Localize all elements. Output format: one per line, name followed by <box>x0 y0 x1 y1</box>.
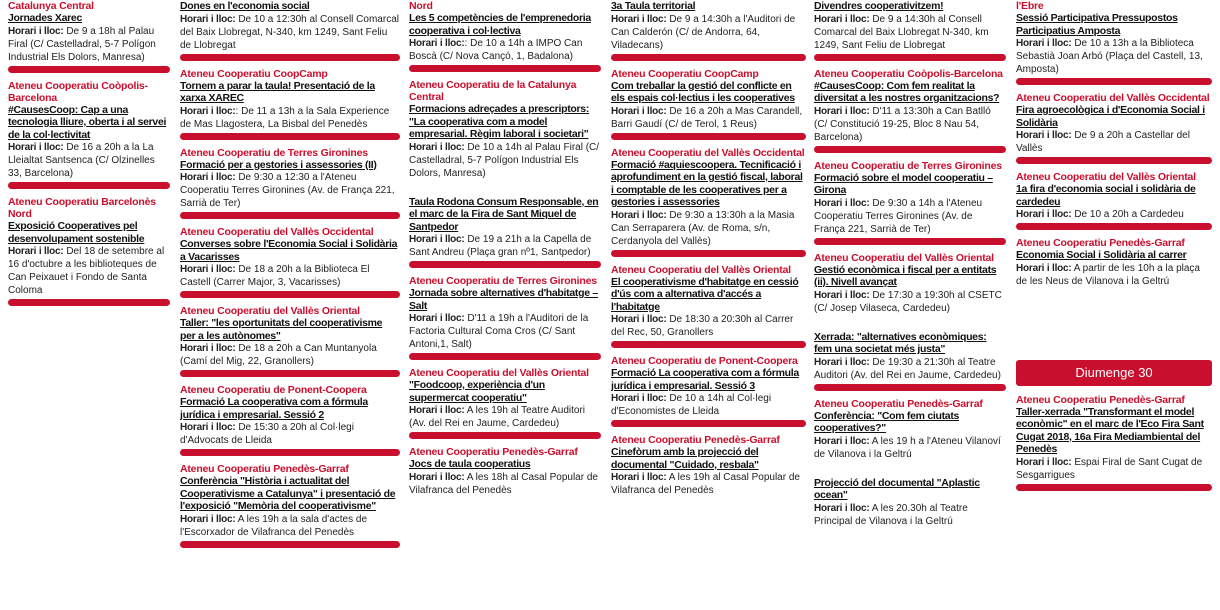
event-info <box>611 392 806 418</box>
event-entry <box>611 264 806 349</box>
event-entry <box>814 0 1006 61</box>
event-info <box>1016 129 1212 155</box>
event-title[interactable]: Fira agroecològica i d'Economia Social i Solidària <box>1016 104 1205 129</box>
event-organizer: Ateneu Cooperatiu Coòpolis-Barcelona <box>8 79 148 104</box>
column-4 <box>611 0 806 610</box>
event-details: A les 20.30h al Teatre Principal de Vilanova i la Geltrú <box>814 502 968 527</box>
column-5 <box>814 0 1006 610</box>
event-organizer: Ateneu Cooperatiu del Vallès Oriental <box>1016 171 1196 183</box>
event-details: De 9:30 a 13:30h a la Masia Can Serraparera (Av. de Roma, s/n, Cerdanyola del Vallès) <box>611 209 795 247</box>
event-organizer: Ateneu Cooperatiu del Vallès Oriental <box>180 305 360 317</box>
event-info <box>611 13 806 52</box>
event-title[interactable]: Com treballar la gestió del conflicte en els espais col·lectius i les cooperatives <box>611 79 795 104</box>
event-entry <box>180 68 400 140</box>
hours-label: Horari i lloc: <box>1016 130 1072 141</box>
event-title[interactable]: Sessió Participativa Pressupostos Participatius Amposta <box>1016 12 1178 37</box>
event-details: De 10 a 12:30h al Consell Comarcal del Baix Llobregat, N-340, km 1249, Sant Feliu de Llobregat <box>180 13 399 51</box>
event-organizer: Nord <box>409 0 433 12</box>
event-entry <box>180 463 400 548</box>
event-details: De 19 a 21h a la Capella de Sant Andreu (Plaça gran nº1, Santpedor) <box>409 234 592 258</box>
column-2 <box>180 0 400 610</box>
event-info <box>180 421 400 447</box>
event-details: De 9 a 18h al Palau Firal (C/ Castelladral, 5-7 Polígon Industrial Els Dolors, Manresa) <box>8 25 156 63</box>
hours-label: Horari i lloc: <box>8 25 64 37</box>
hours-label: Horari i lloc: <box>611 105 667 117</box>
hours-label: Horari i lloc: <box>814 13 870 25</box>
event-details: De 18 a 20h a la Biblioteca El Castell (Carrer Major, 3, Vacarisses) <box>180 264 370 288</box>
event-details: A partir de les 10h a la plaça de les Neus de Vilanova i la Geltrú <box>1016 262 1200 287</box>
event-entry <box>814 331 1006 391</box>
event-organizer: Catalunya Central <box>8 0 94 12</box>
event-title[interactable]: 3a Taula territorial <box>611 0 696 12</box>
event-organizer: Ateneu Cooperatiu del Vallès Oriental <box>611 263 791 276</box>
event-details: De 17:30 a 19:30h al CSETC (C/ Josep Vilaseca, Cardedeu) <box>814 289 1002 314</box>
event-info <box>1016 37 1212 76</box>
event-title[interactable]: Taller-xerrada "Transformant el model econòmic" en el marc de l'Eco Fira Sant Cugat 2018, 16a Fira Mediambiental del Penedès <box>1016 405 1204 455</box>
hours-label: Horari i lloc: <box>180 264 236 275</box>
event-details: De 9:30 a 14h a l'Ateneu Cooperatiu Terres Gironines (Av. de França 221, Sarrià de Ter) <box>814 197 983 235</box>
event-details: De 9 a 14:30h al Consell Comarcal del Baix Llobregat N-340, km 1249, Sant Feliu de Llobregat <box>814 13 989 51</box>
event-organizer: l'Ebre <box>1016 0 1044 12</box>
event-info <box>409 404 601 430</box>
event-title[interactable]: Conferència: "Com fem ciutats cooperatives?" <box>814 409 960 434</box>
event-info <box>814 197 1006 236</box>
hours-label: Horari i lloc: <box>180 513 236 525</box>
event-title[interactable]: Formació La cooperativa com a fórmula jurídica i empresarial. Sessió 3 <box>611 367 799 392</box>
event-info <box>814 435 1006 461</box>
event-entry <box>180 226 400 298</box>
hours-label: Horari i lloc: <box>814 197 870 209</box>
event-details: A les 19h a la sala d'actes de l'Escorxador de Vilafranca del Penedès <box>180 513 367 538</box>
event-organizer: Ateneu Cooperatiu CoopCamp <box>180 67 328 80</box>
event-info <box>611 105 806 131</box>
hours-label: Horari i lloc: <box>1016 456 1072 468</box>
event-organizer: Ateneu Cooperatiu del Vallès Oriental <box>409 367 589 379</box>
event-title[interactable]: Les 5 competències de l'emprenedoria cooperativa i col·lectiva <box>409 12 591 37</box>
hours-label: Horari i lloc: <box>611 472 667 483</box>
column-1 <box>8 0 170 610</box>
event-organizer: Ateneu Cooperatiu del Vallès Occidental <box>1016 92 1210 104</box>
event-details: De 10 a 14h al Col·legi d'Economistes de Lleida <box>611 393 772 417</box>
event-details: Espai Firal de Sant Cugat de Sesgarrigues <box>1016 456 1203 481</box>
event-organizer: Ateneu Cooperatiu Penedès-Garraf <box>814 397 983 410</box>
event-entry <box>814 398 1006 470</box>
event-organizer: Ateneu Cooperatiu Barcelonès Nord <box>8 196 156 220</box>
hours-label: Horari i lloc: <box>180 13 236 25</box>
hours-label: Horari i lloc: <box>409 38 465 49</box>
event-organizer: Ateneu Cooperatiu Penedès-Garraf <box>1016 393 1185 406</box>
event-details: D'11 a 13:30h a Can Batlló (C/ Constitució 19-25, Bloc 8 Nau 54, Barcelona) <box>814 105 991 143</box>
event-organizer: Ateneu Cooperatiu Penedès-Garraf <box>611 434 780 446</box>
event-entry <box>180 147 400 220</box>
event-organizer: Ateneu Cooperatiu Penedès-Garraf <box>1016 237 1185 249</box>
event-details: De 15:30 a 20h al Col·legi d'Advocats de Lleida <box>180 422 354 446</box>
event-title[interactable]: #CausesCoop: Cap a una tecnologia lliure, oberta i al servei de la col·lectivitat <box>8 103 167 141</box>
event-info <box>180 263 400 289</box>
event-info <box>611 313 806 339</box>
event-entry <box>814 68 1006 153</box>
event-info <box>611 209 806 248</box>
event-title[interactable]: Xerrada: "alternatives econòmiques: fem una societat més justa" <box>814 330 987 355</box>
event-details: A les 19h al Casal Popular de Vilafranca del Penedès <box>611 472 800 496</box>
event-title[interactable]: Projecció del documental "Aplastic ocean" <box>814 476 980 501</box>
event-entry <box>180 384 400 456</box>
event-info <box>1016 208 1212 221</box>
hours-label: Horari i lloc: <box>180 172 236 183</box>
event-details: De 18 a 20h a Can Muntanyola (Camí del Mig, 22, Granollers) <box>180 343 377 367</box>
event-entry <box>180 305 400 377</box>
event-entry <box>180 0 400 61</box>
event-organizer: Ateneu Cooperatiu de la Catalunya Central <box>409 79 577 103</box>
event-title[interactable]: Converses sobre l'Economia Social i Solidària a Vacarisses <box>180 238 398 263</box>
event-entry <box>814 477 1006 537</box>
event-info <box>409 141 601 180</box>
column-6 <box>1016 0 1212 610</box>
event-info <box>8 141 170 180</box>
hours-label: Horari i lloc: <box>814 105 870 117</box>
event-entry <box>409 446 601 506</box>
event-organizer: Ateneu Cooperatiu del Vallès Occidental <box>611 146 805 159</box>
hours-label: Horari i lloc: <box>180 105 236 117</box>
hours-label: Horari i lloc: <box>409 141 465 153</box>
event-details: De 10 a 20h a Cardedeu <box>1074 209 1184 220</box>
event-info <box>409 471 601 497</box>
event-title[interactable]: Conferència "Història i actualitat del Cooperativisme a Catalunya" i presentació de l'exposició "Memòria del cooperativisme" <box>180 475 396 512</box>
hours-label: Horari i lloc: <box>814 289 870 301</box>
hours-label: Horari i lloc: <box>8 246 64 257</box>
event-details: D'11 a 19h a l'Auditori de la Factoria Cultural Coma Cros (C/ Sant Antoni,1, Salt) <box>409 313 589 350</box>
event-entry <box>409 0 601 72</box>
event-organizer: Ateneu Cooperatiu de Ponent-Coopera <box>180 384 367 396</box>
event-details: De 16 a 20h a Mas Carandell, Barri Gaudí (C/ de Terol, 1 Reus) <box>611 105 803 130</box>
event-entry <box>409 275 601 360</box>
event-title[interactable]: "Foodcoop, experiència d'un supermercat cooperatiu" <box>409 379 545 404</box>
event-details: De 9 a 14:30h a l'Auditori de Can Calderón (C/ de Andorra, 64, Viladecans) <box>611 13 796 51</box>
event-entry <box>1016 171 1212 230</box>
event-entry <box>1016 237 1212 297</box>
event-title[interactable]: Jornades Xarec <box>8 12 83 24</box>
event-organizer: Ateneu Cooperatiu de Terres Gironines <box>814 159 1002 172</box>
event-title[interactable]: Formació per a gestories i assessories (II) <box>180 158 377 171</box>
event-entry <box>1016 92 1212 164</box>
event-title[interactable]: Tornem a parar la taula! Presentació de la xarxa XAREC <box>180 79 375 104</box>
event-entry <box>814 252 1006 324</box>
event-entry <box>611 0 806 61</box>
hours-label: Horari i lloc: <box>814 435 870 447</box>
event-info <box>1016 262 1212 288</box>
hours-label: Horari i lloc: <box>409 471 465 483</box>
event-details: : De 10 a 14h a IMPO Can Boscà (C/ Nova Cançó, 1, Badalona) <box>409 38 583 62</box>
hours-label: Horari i lloc: <box>814 356 870 368</box>
event-details: Del 18 de setembre al 16 d'octubre a les biblioteques de Can Peixauet i Fondo de Santa Coloma <box>8 246 165 296</box>
event-info <box>814 289 1006 315</box>
event-info <box>180 513 400 539</box>
event-organizer: Ateneu Cooperatiu de Terres Gironines <box>180 146 368 159</box>
event-entry <box>611 355 806 427</box>
event-entry <box>1016 0 1212 85</box>
event-title[interactable]: Jornada sobre alternatives d'habitatge – Salt <box>409 287 598 312</box>
event-title[interactable]: Taula Rodona Consum Responsable, en el marc de la Fira de Sant Miquel de Santpedor <box>409 195 599 233</box>
hours-label: Horari i lloc: <box>180 343 236 354</box>
event-title[interactable]: Dones en l'economia social <box>180 0 310 12</box>
hours-label: Horari i lloc: <box>409 405 465 416</box>
event-entry <box>1016 394 1212 491</box>
event-organizer: Ateneu Cooperatiu de Terres Gironines <box>409 275 597 287</box>
event-entry <box>814 160 1006 245</box>
event-title[interactable]: #CausesCoop: Com fem realitat la diversitat a les nostres organitzacions? <box>814 79 1000 104</box>
event-entry <box>409 196 601 269</box>
event-details: De 10 a 14h al Palau Firal (C/ Castelladral, 5-7 Polígon Industrial Els Dolors, Manresa) <box>409 141 600 179</box>
event-entry <box>611 147 806 257</box>
event-info <box>1016 456 1212 482</box>
event-organizer: Ateneu Cooperatiu del Vallès Oriental <box>814 251 994 264</box>
event-details: De 9:30 a 12:30 a l'Ateneu Cooperatiu Terres Gironines (Av. de França 221, Sarrià de Ter) <box>180 172 395 209</box>
event-info <box>180 13 400 52</box>
event-info <box>409 233 601 259</box>
event-entry <box>8 0 170 73</box>
event-title[interactable]: Jocs de taula cooperatius <box>409 458 531 470</box>
hours-label: Horari i lloc: <box>180 422 236 433</box>
event-organizer: Ateneu Cooperatiu del Vallès Occidental <box>180 226 374 238</box>
event-organizer: Ateneu Cooperatiu Penedès-Garraf <box>409 446 578 458</box>
event-info <box>814 502 1006 528</box>
event-info <box>409 37 601 63</box>
hours-label: Horari i lloc: <box>611 314 667 325</box>
column-3 <box>409 0 601 610</box>
event-entry <box>409 367 601 439</box>
event-details: A les 18h al Casal Popular de Vilafranca del Penedès <box>409 471 598 496</box>
event-details: A les 19h al Teatre Auditori (Av. del Rei en Jaume, Cardedeu) <box>409 405 586 429</box>
event-entry <box>611 68 806 140</box>
event-organizer: Ateneu Cooperatiu CoopCamp <box>611 67 759 80</box>
event-details: A les 19 h a l'Ateneu Vilanoví de Vilanova i la Geltrú <box>814 435 1001 460</box>
hours-label: Horari i lloc: <box>611 393 667 404</box>
event-details: De 9 a 20h a Castellar del Vallès <box>1016 130 1190 154</box>
event-entry <box>8 196 170 306</box>
event-title[interactable]: Divendres cooperativitzem! <box>814 0 944 12</box>
event-title[interactable]: Formacions adreçades a prescriptors: "La cooperativa com a model empresarial. Règim laboral i societari" <box>409 103 590 140</box>
event-title[interactable]: Taller: "les oportunitats del cooperativisme per a les autònomes" <box>180 317 383 342</box>
event-details: De 19:30 a 21:30h al Teatre Auditori (Av. del Rei en Jaume, Cardedeu) <box>814 356 1001 381</box>
event-entry <box>409 79 601 189</box>
event-title[interactable]: Formació #aquiescoopera. Tecnificació i aprofundiment en la gestió fiscal, laboral i comptable de les cooperatives per a gestories i assessories <box>611 158 803 208</box>
hours-label: Horari i lloc: <box>611 13 667 25</box>
hours-label: Horari i lloc: <box>611 209 667 221</box>
event-entry <box>611 434 806 506</box>
event-info <box>180 342 400 368</box>
event-info <box>814 356 1006 382</box>
event-organizer: Ateneu Cooperatiu de Ponent-Coopera <box>611 355 798 367</box>
event-info <box>8 245 170 297</box>
hours-label: Horari i lloc: <box>409 313 465 324</box>
event-title[interactable]: Exposició Cooperatives pel desenvolupament sostenible <box>8 220 145 245</box>
hours-label: Horari i lloc: <box>1016 38 1072 49</box>
event-details: De 18:30 a 20:30h al Carrer del Rec, 50, Granollers <box>611 314 794 338</box>
event-title[interactable]: Economia Social i Solidària al carrer <box>1016 249 1187 261</box>
event-details: De 10 a 13h a la Biblioteca Sebastià Joan Arbó (Plaça del Castell, 13, Amposta) <box>1016 38 1203 75</box>
event-entry <box>8 80 170 190</box>
hours-label: Horari i lloc: <box>814 502 870 514</box>
event-organizer: Ateneu Cooperatiu Coòpolis-Barcelona <box>814 67 1003 80</box>
event-title[interactable]: 1a fira d'economia social i solidària de cardedeu <box>1016 183 1196 208</box>
event-title[interactable]: Cinefòrum amb la projecció del documental "Cuidado, resbala" <box>611 446 759 471</box>
event-info <box>180 105 400 131</box>
event-info <box>611 471 806 497</box>
hours-label: Horari i lloc: <box>409 234 465 245</box>
event-details: : De 11 a 13h a la Sala Experience de Mas Llagostera, La Bisbal del Penedès <box>180 105 390 130</box>
event-title[interactable]: Formació La cooperativa com a fórmula jurídica i empresarial. Sessió 2 <box>180 396 368 421</box>
event-title[interactable]: Formació sobre el model cooperatiu – Girona <box>814 171 993 196</box>
event-info <box>8 25 170 64</box>
hours-label: Horari i lloc: <box>1016 262 1072 274</box>
hours-label: Horari i lloc: <box>8 142 64 153</box>
event-info <box>409 312 601 351</box>
event-info <box>814 105 1006 144</box>
event-details: De 16 a 20h a la La Lleialtat Santsenca (C/ Olzinelles 33, Barcelona) <box>8 142 155 179</box>
hours-label: Horari i lloc: <box>1016 209 1072 220</box>
event-organizer: Ateneu Cooperatiu Penedès-Garraf <box>180 463 349 475</box>
event-info <box>814 13 1006 52</box>
event-title[interactable]: Gestió econòmica i fiscal per a entitats (ii). Nivell avançat <box>814 263 997 288</box>
event-title[interactable]: El cooperativisme d'habitatge en cessió d'ús com a alternativa d'accés a l'habitatge <box>611 275 799 313</box>
day-header: Diumenge 30 <box>1016 360 1212 386</box>
event-info <box>180 171 400 210</box>
